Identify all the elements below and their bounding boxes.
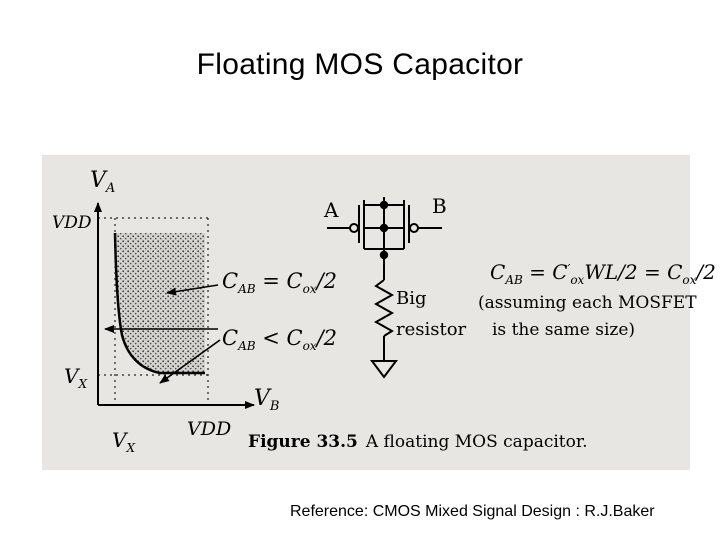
ground-symbol [372, 361, 396, 377]
vdd-y-tick-label: VDD [52, 213, 92, 233]
reference-note: Reference: CMOS Mixed Signal Design : R.J.Baker [290, 503, 655, 520]
less-region-formula: $C_{AB} < C_{ox}/2$ [222, 326, 338, 353]
terminal-b-label: B [432, 194, 447, 218]
gate-bubble-b [410, 224, 418, 232]
vdd-x-tick-label: VDD [187, 418, 232, 440]
figure-caption: Figure 33.5 A floating MOS capacitor. [248, 432, 588, 452]
equal-region-formula: $C_{AB} = C_{ox}/2$ [222, 269, 338, 296]
capacitance-equation: $C_{AB} = C'_{ox}WL/2 = C_{ox}/2$ [490, 260, 716, 287]
resistor-label-line1: Big [396, 288, 427, 309]
slide-title: Floating MOS Capacitor [196, 48, 524, 81]
x-axis-label: $V_B$ [254, 386, 280, 414]
gate-bubble-a [350, 224, 358, 232]
junction-dot-mid [381, 225, 387, 231]
figure-panel [42, 155, 716, 470]
floating-mos-circuit [327, 197, 442, 377]
vx-x-tick-label: $V_X$ [112, 428, 135, 455]
resistor-label-line2: resistor [396, 319, 467, 340]
junction-dot-top [381, 202, 387, 208]
capacitance-region-plot [52, 168, 337, 455]
equation-note-line2: is the same size) [492, 320, 636, 340]
y-axis-label: $V_A$ [90, 168, 116, 196]
big-resistor-zigzag [376, 280, 392, 336]
floating-mos-figure [42, 155, 716, 470]
vx-y-tick-label: $V_X$ [64, 364, 87, 391]
terminal-a-label: A [324, 198, 339, 222]
equation-note-line1: (assuming each MOSFET [478, 293, 697, 313]
